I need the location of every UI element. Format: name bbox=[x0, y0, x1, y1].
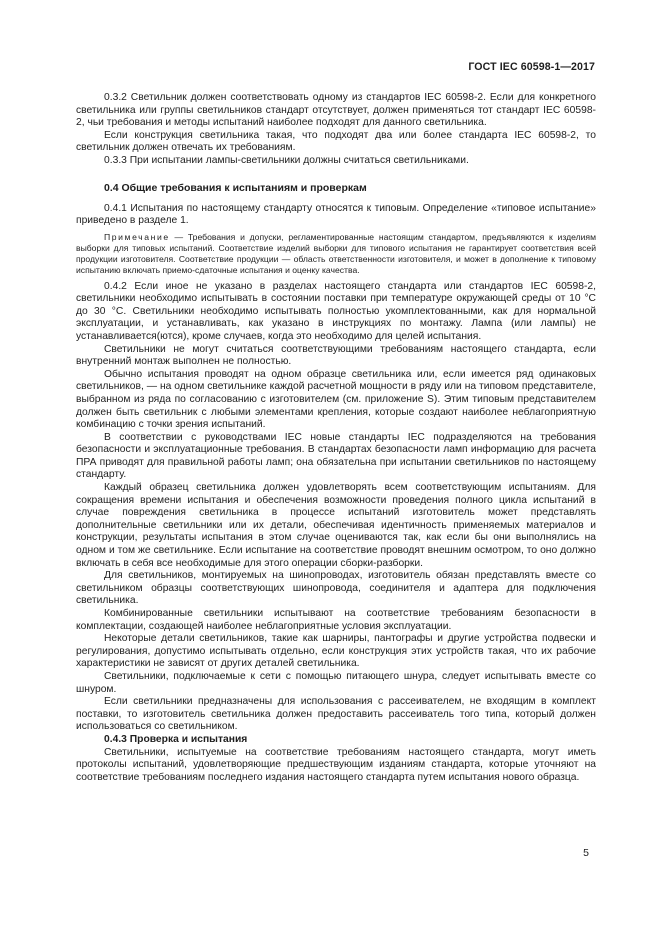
paragraph: Светильники не могут считаться соответствующими требованиям настоящего стандарта, если внутренний монтаж выполнен не полностью. bbox=[76, 343, 596, 368]
paragraph-0-3-3: 0.3.3 При испытании лампы-светильники должны считаться светильниками. bbox=[104, 154, 469, 166]
paragraph: Светильники, испытуемые на соответствие требованиям настоящего стандарта, могут иметь протоколы испытаний, удовлетворяющие предшествующим изданиям стандарта, которые уточняют на соответствие требованиям последнего издания настоящего стандарта путем испытания нового образца. bbox=[76, 746, 596, 783]
paragraph-0-4-1: 0.4.1 Испытания по настоящему стандарту относятся к типовым. Определение «типовое испытание» приведено в разделе 1. bbox=[76, 202, 596, 227]
paragraph: Комбинированные светильники испытывают на соответствие требованиям безопасности в комплектации, создающей наиболее неблагоприятные условия эксплуатации. bbox=[76, 608, 596, 632]
paragraph-0-3-2: 0.3.2 Светильник должен соответствовать одному из стандартов IEC 60598-2. Если для конкретного светильника или группы светильников стандарт отсутствует, должен применяться тот стандарт IEC 60598-2, чьи требования и методы испытаний наиболее подходят для данного светильника. bbox=[76, 92, 596, 129]
paragraph-0-4-2: 0.4.2 Если иное не указано в разделах настоящего стандарта или стандартов IEC 60598-2, светильники необходимо испытывать в состоянии поставки при температуре окружающей среды от 10 °С до 30 °С. Светильники необходимо испытывать полностью укомплектованными, как для нормальной эксплуатации, и устанавливать, как указано в инструкциях по монтажу. Лампа (или лампы) не устанавливается(ются), кроме случаев, когда это необходимо для целей испытания. bbox=[76, 280, 596, 342]
paragraph: В соответствии с руководствами IEC новые стандарты IEC подразделяются на требования безопасности и эксплуатационные требования. В стандартах безопасности ламп информацию для расчета ПРА приводят для правильной работы ламп; она обязательна при испытании светильников по настоящему стандарту. bbox=[76, 431, 596, 481]
standard-header: ГОСТ IEC 60598-1—2017 bbox=[468, 61, 595, 73]
paragraph-0-3-2-cont: Если конструкция светильника такая, что подходят два или более стандарта IEC 60598-2, то светильник должен отвечать их требованиям. bbox=[76, 129, 596, 154]
paragraph: Светильники, подключаемые к сети с помощью питающего шнура, следует испытывать вместе со шнуром. bbox=[76, 670, 596, 695]
paragraph: Каждый образец светильника должен удовлетворять всем соответствующим испытаниям. Для сокращения времени испытания и обеспечения возможности проведения полного цикла испытаний в случае повреждения светильника в процессе испытаний изготовитель может представлять дополнительные светильники или их детали, обеспечивая идентичность применяемых материалов и конструкции, результаты испытания в этом случае оцениваются так, как если бы они выполнялись на одном и том же светильнике. Если испытание на соответствие проводят внешним осмотром, то оно должно включать в себя все необходимые для этого операции сборки-разборки. bbox=[76, 482, 596, 569]
note-text: — Требования и допуски, регламентированные настоящим стандартом, предъявляются к изделиям выборки для типовых испытаний. Соответствие изделий выборки для типового испытания не гарантирует соответствия всей продукции изготовителя. Соответствие продукции — область ответственности изготовителя, и может в дополнение к типовому испытанию включать приемо-сдаточные испытания и оценку качества. bbox=[76, 231, 596, 276]
note-label: Примечание bbox=[104, 231, 170, 242]
paragraph: Если светильники предназначены для использования с рассеивателем, не входящим в комплект поставки, то изготовитель светильника должен предоставить рассеиватель того типа, который должен использоваться со светильником. bbox=[76, 696, 596, 733]
paragraph: Некоторые детали светильников, такие как шарниры, пантографы и другие устройства подвески и регулирования, допустимо испытывать отдельно, если конструкция этих устройств такая, что их рабочие характеристики не зависят от других деталей светильника. bbox=[76, 633, 596, 670]
paragraph: Обычно испытания проводят на одном образце светильника или, если имеется ряд одинаковых светильников, — на одном светильнике каждой расчетной мощности в ряду или на типовом представителе, выбранном из ряда по согласованию с изготовителем (см. приложение S). Этим типовым представителем должен быть светильник с любыми элементами крепления, которые создают наиболее неблагоприятную комбинацию с точки зрения испытаний. bbox=[76, 368, 596, 431]
subsection-title-0-4-3: 0.4.3 Проверка и испытания bbox=[104, 733, 248, 745]
paragraph: Для светильников, монтируемых на шинопроводах, изготовитель обязан представлять вместе со светильником образцы соответствующих шинопровода, соединителя и адаптера для подключения светильника. bbox=[76, 570, 596, 607]
page-number: 5 bbox=[583, 847, 589, 859]
note bbox=[76, 232, 596, 277]
document-body bbox=[76, 92, 596, 784]
section-title-0-4: 0.4 Общие требования к испытаниям и проверкам bbox=[104, 181, 367, 194]
